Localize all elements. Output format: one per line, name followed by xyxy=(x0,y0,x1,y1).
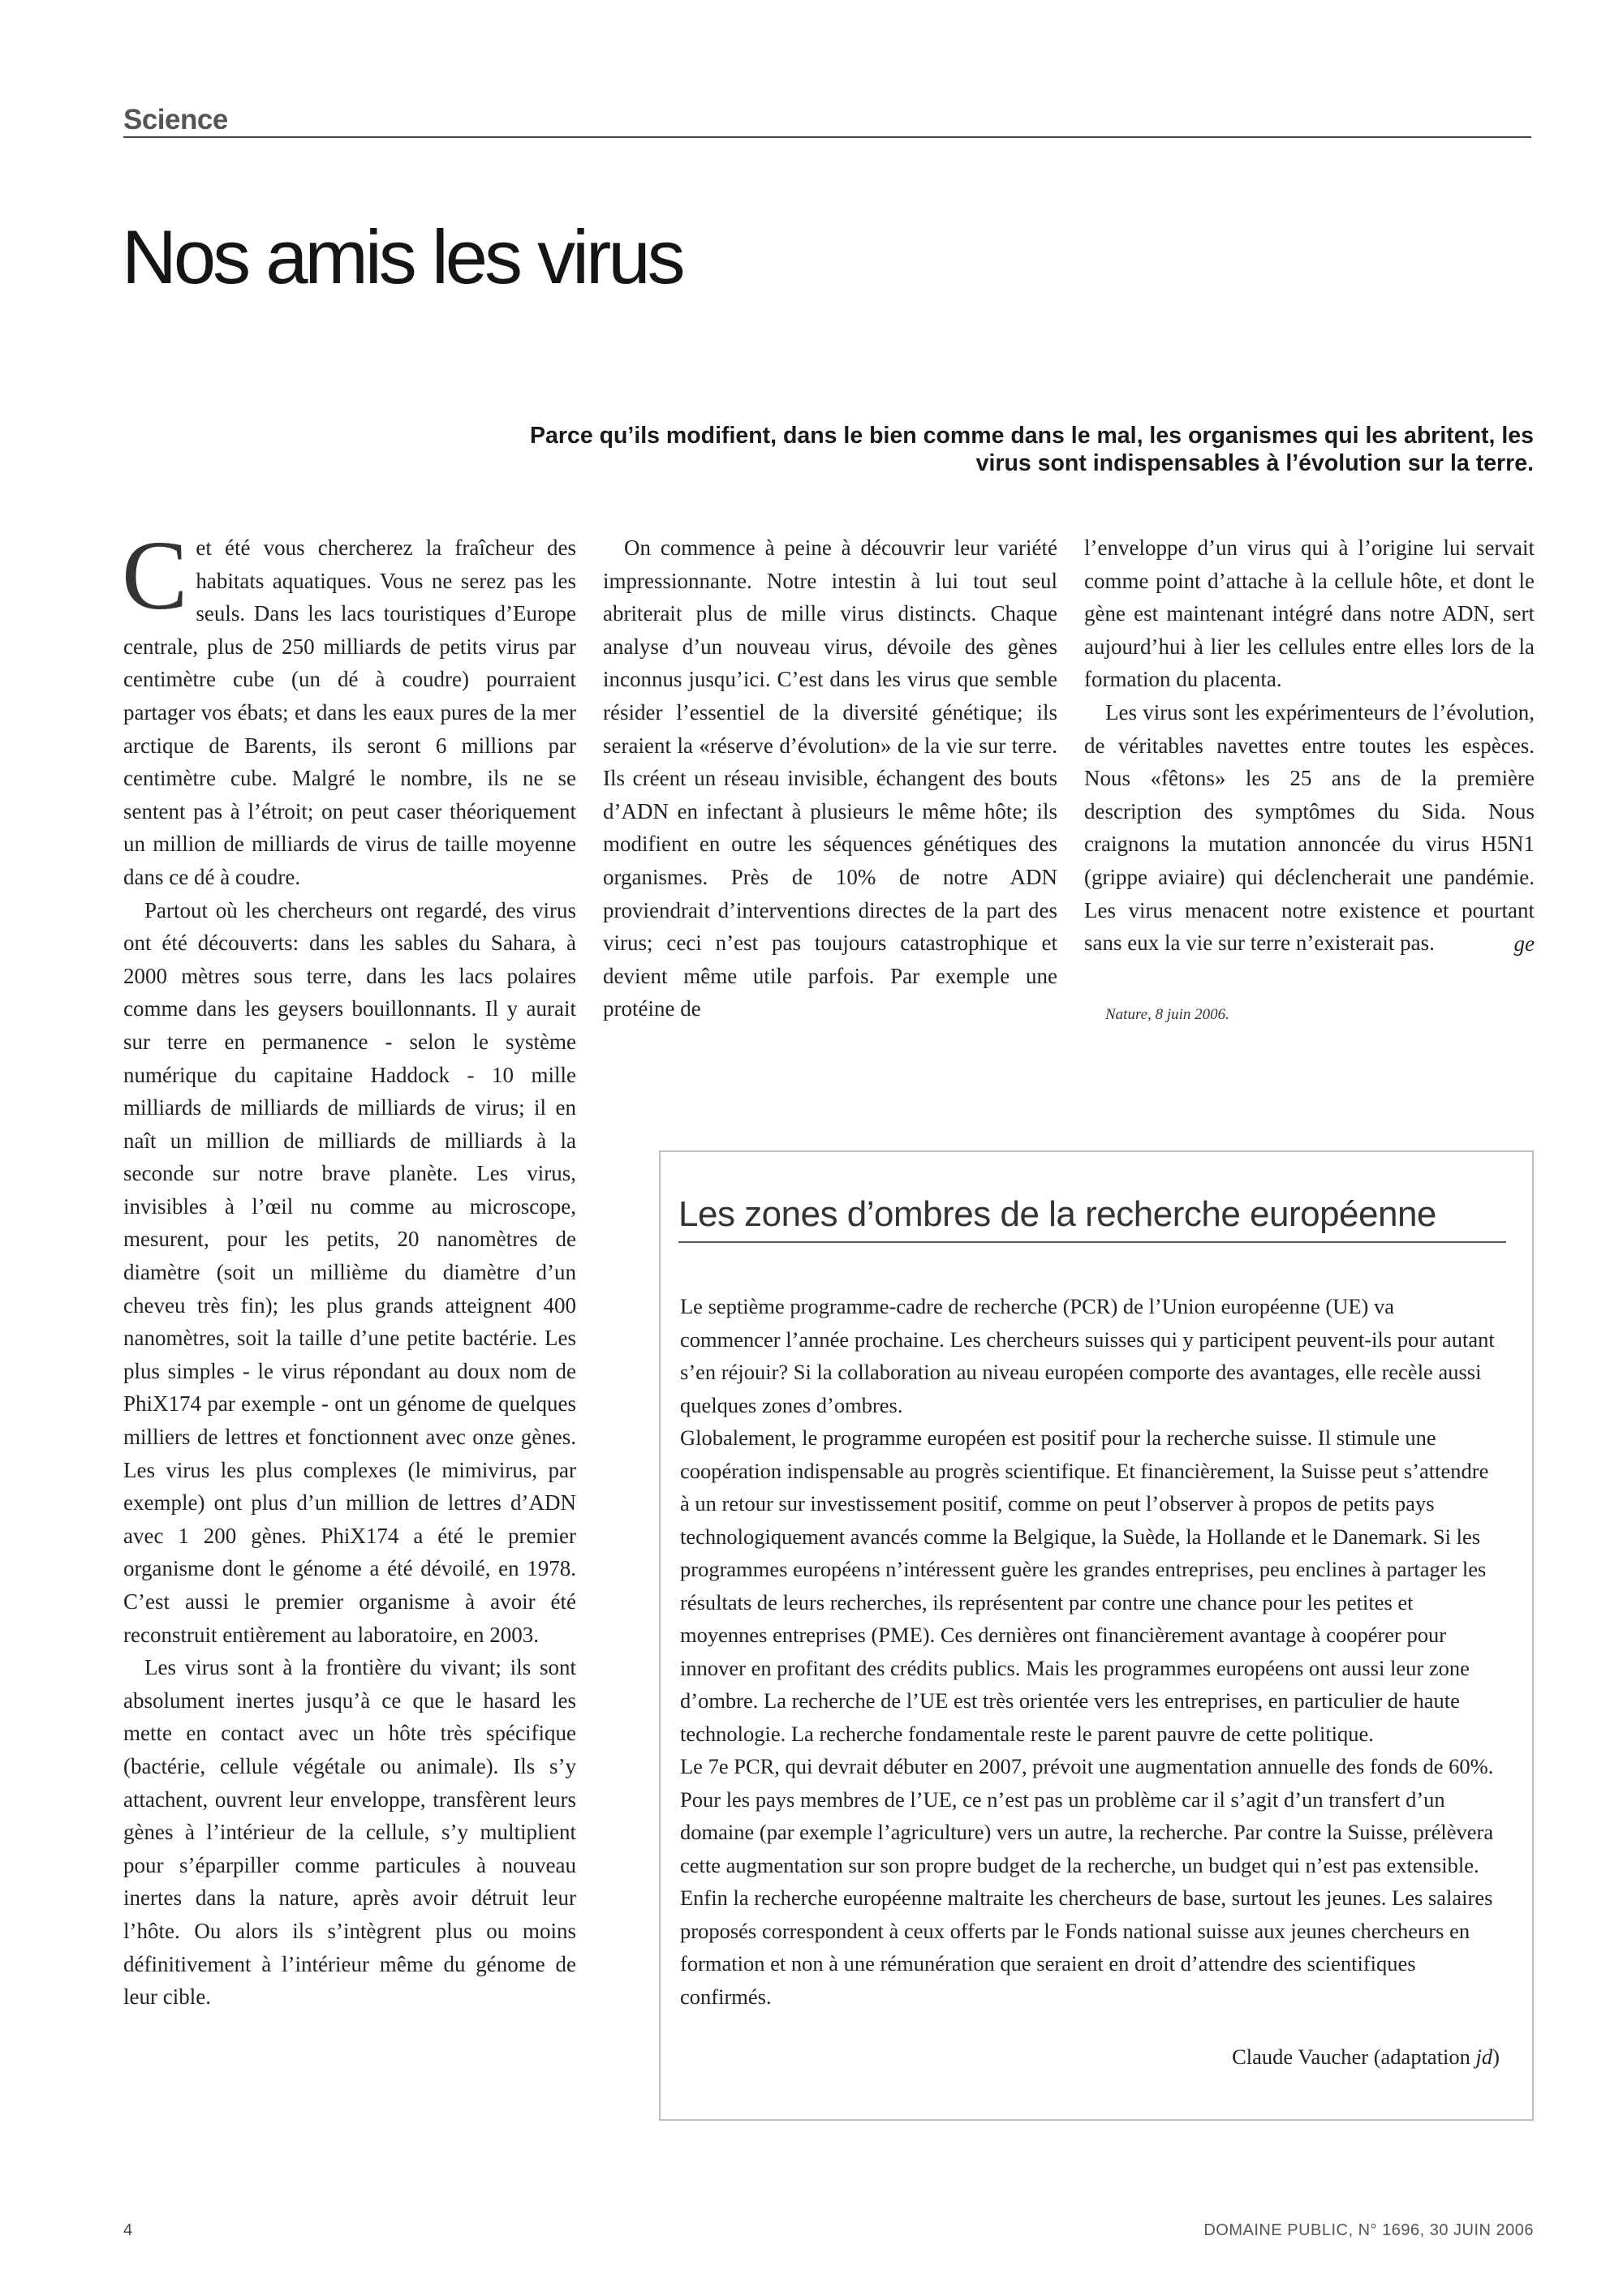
sidebar-paragraph: Globalement, le programme européen est positif pour la recherche suisse. Il stimule une coopération indispensable au progrès scientifique. Et financièrement, la Suisse peut s’attendre à un retour sur investissement positif, comme on peut l’observer à propos de petits pays technologiquement avancés comme la Belgique, la Suède, la Hollande et le Danemark. Si les programmes européens n’intéressent guère les grandes entreprises, peu enclines à partager les résultats de leurs recherches, ils représentent par contre une chance pour les petites et moyennes entreprises (PME). Ces dernières ont financièrement avantage à coopérer pour innover en profitant des crédits publics. Mais les programmes européens ont aussi leur zone d’ombre. La recherche de l’UE est très orientée vers les entreprises, en particulier de haute technologie. La recherche fondamentale reste le parent pauvre de cette politique. xyxy=(680,1425,1489,1746)
article-lead: Parce qu’ils modifient, dans le bien comme dans le mal, les organismes qui les abritent, les virus sont indispensables à l’évolution sur la terre. xyxy=(530,423,1534,476)
source-citation: Nature, 8 juin 2006. xyxy=(1105,1006,1229,1024)
sidebar-author: Claude Vaucher (adaptation jd) xyxy=(1232,2044,1500,2069)
article-column-1 xyxy=(122,521,576,2014)
sidebar-paragraph: Le septième programme-cadre de recherche (PCR) de l’Union européenne (UE) va commencer l’année prochaine. Les chercheurs suisses qui y participent peuvent-ils pour autant s’en réjouir? Si la collaboration au niveau européen comporte des avantages, elle recèle aussi quelques zones d’ombres. xyxy=(680,1294,1495,1417)
drop-cap: C xyxy=(122,521,188,630)
sidebar-paragraph: Le 7e PCR, qui devrait débuter en 2007, prévoit une augmentation annuelle des fonds de 60%. Pour les pays membres de l’UE, ce n’est pas un problème car il s’agit d’un transfert d’un domaine (par exemple l’agriculture) vers un autre, la recherche. Par contre la Suisse, prélèvera cette augmentation sur son propre budget de la recherche, un budget qui n’est pas extensible. Enfin la recherche européenne maltraite les chercheurs de base, surtout les jeunes. Les salaires proposés correspondent à ceux offerts par le Fonds national suisse aux jeunes chercheurs en formation et non à une rémunération que seraient en droit d’attendre des scientifiques confirmés. xyxy=(680,1754,1494,2009)
article-paragraph: l’enveloppe d’un virus qui à l’origine lui servait comme point d’attache à la cellule hôte, et dont le gène est maintenant intégré dans notre ADN, sert aujourd’hui à lier les cellules entre elles lors de la formation du placenta. xyxy=(1084,535,1535,692)
article-paragraph: Les virus sont les expérimenteurs de l’évolution, de véritables navettes entre toutes les espèces. Nous «fêtons» les 25 ans de la première description des symptômes du Sida. Nous craignons la mutation annoncée du virus H5N1 (grippe aviaire) qui déclencherait une pandémie. Les virus menacent notre existence et pourtant sans eux la vie sur terre n’existerait pas. xyxy=(1084,699,1535,956)
article-paragraph: Cet été vous chercherez la fraîcheur des habitats aquatiques. Vous ne serez pas les seuls. Dans les lacs touristiques d’Europe centrale, plus de 250 milliards de petits virus par centimètre cube (un dé à coudre) pourraient partager vos ébats; et dans les eaux pures de la mer arctique de Barents, ils seront 6 millions par centimètre cube. Malgré le nombre, ils ne se sentent pas à l’étroit; on peut caser théoriquement un million de milliards de virus de taille moyenne dans ce dé à coudre. xyxy=(122,521,576,889)
author-initials: ge xyxy=(1513,931,1535,956)
article-column-2 xyxy=(603,531,1057,1025)
sidebar-body xyxy=(680,1290,1500,2074)
section-label: Science xyxy=(123,104,1531,138)
page-number: 4 xyxy=(123,2221,133,2239)
sidebar-box xyxy=(659,1150,1534,2121)
sidebar-title: Les zones d’ombres de la recherche européenne xyxy=(678,1194,1506,1243)
article-title: Nos amis les virus xyxy=(122,214,682,299)
article-paragraph: On commence à peine à découvrir leur variété impressionnante. Notre intestin à lui tout seul abriterait plus de mille virus distincts. Chaque analyse d’un nouveau virus, dévoile des gènes inconnus jusqu’ici. C’est dans les virus que semble résider l’essentiel de la diversité génétique; ils seraient la «réserve d’évolution» de la vie sur terre. Ils créent un réseau invisible, échangent des bouts d’ADN en infectant à plusieurs le même hôte; ils modifient en outre les séquences génétiques des organismes. Près de 10% de notre ADN proviendrait d’interventions directes de la part des virus; ceci n’est pas toujours catastrophique et devient même utile parfois. Par exemple une protéine de xyxy=(603,535,1057,1021)
article-column-3 xyxy=(1084,531,1535,1032)
article-paragraph: Les virus sont à la frontière du vivant; ils sont absolument inertes jusqu’à ce que le hasard les mette en contact avec un hôte très spécifique (bactérie, cellule végétale ou animale). Ils s’y attachent, ouvrent leur enveloppe, transfèrent leurs gènes à l’intérieur de la cellule, s’y multiplient pour s’éparpiller comme particules à nouveau inertes dans la nature, après avoir détruit leur l’hôte. Ou alors ils s’intègrent plus ou moins définitivement à l’intérieur même du génome de leur cible. xyxy=(123,1655,576,2010)
article-paragraph: Partout où les chercheurs ont regardé, des virus ont été découverts: dans les sables du Sahara, à 2000 mètres sous terre, dans les lacs polaires comme dans les geysers bouillonnants. Il y aurait sur terre en permanence - selon le système numérique du capitaine Haddock - 10 mille milliards de milliards de milliards de virus; il en naît un million de milliards de milliards à la seconde sur notre brave planète. Les virus, invisibles à l’œil nu comme au microscope, mesurent, pour les petits, 20 nanomètres de diamètre (soit un millième du diamètre d’un cheveu très fin); les plus grands atteignent 400 nanomètres, soit la taille d’une petite bactérie. Les plus simples - le virus répondant au doux nom de PhiX174 par exemple - ont un génome de quelques milliers de lettres et fonctionnent avec onze gènes. Les virus les plus complexes (le mimivirus, par exemple) ont plus d’un million de lettres d’ADN avec 1 200 gènes. PhiX174 a été le premier organisme dont le génome a été dévoilé, en 1978. C’est aussi le premier organisme à avoir été reconstruit entièrement au laboratoire, en 2003. xyxy=(123,897,576,1647)
publication-info: DOMAINE PUBLIC, N° 1696, 30 JUIN 2006 xyxy=(1203,2221,1534,2239)
